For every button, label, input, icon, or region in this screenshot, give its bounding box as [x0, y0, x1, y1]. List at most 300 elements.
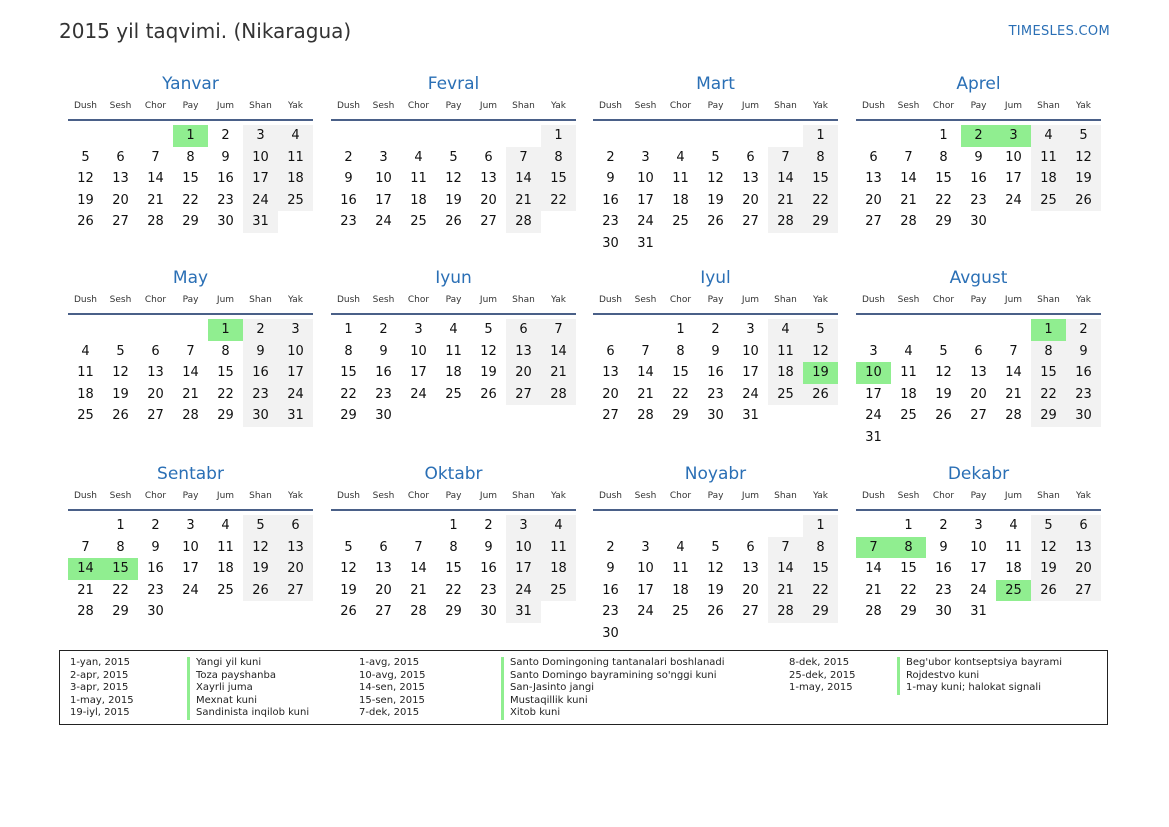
day-cell: 13: [1066, 537, 1101, 559]
day-cell: 15: [340, 365, 357, 381]
weekday-label: Pay: [182, 295, 199, 305]
empty-cell: [68, 515, 103, 537]
weekday-label: Sesh: [634, 295, 657, 305]
day-cell: 14: [865, 561, 882, 577]
holiday-name: Rojdestvo kuni: [897, 670, 979, 683]
day-cell: 21: [77, 582, 94, 598]
day-cell: 9: [379, 343, 388, 359]
day-cell: 3: [414, 322, 423, 337]
day-cell: 7: [904, 149, 913, 165]
weekday-label: Yak: [1076, 295, 1091, 305]
empty-cell: [401, 125, 436, 147]
header-rule: [856, 119, 1101, 121]
day-cell: 14: [768, 558, 803, 580]
weekday-label: Chor: [407, 491, 430, 501]
day-cell: 28: [768, 211, 803, 233]
calendar-grid: [68, 72, 1102, 642]
day-cell: 28: [637, 408, 654, 424]
day-cell: 5: [81, 149, 90, 165]
day-cell: 15: [182, 171, 199, 187]
day-cell: 29: [217, 408, 234, 424]
day-cell: 18: [768, 362, 803, 384]
weekday-header: [68, 486, 313, 506]
header-rule: [593, 313, 838, 315]
day-grid: [68, 125, 313, 233]
day-cell: 21: [182, 386, 199, 402]
day-cell: 21: [637, 386, 654, 402]
day-cell: 22: [900, 582, 917, 598]
day-cell: 11: [672, 561, 689, 577]
day-cell: 6: [746, 149, 755, 165]
month-may: [68, 266, 313, 427]
weekday-label: Jum: [216, 491, 235, 501]
day-cell: 5: [711, 149, 720, 165]
day-cell: 28: [147, 214, 164, 230]
day-cell: 24: [375, 214, 392, 230]
empty-cell: [891, 319, 926, 341]
day-cell: 2: [606, 539, 615, 555]
month-name: Sentabr: [157, 464, 224, 484]
day-cell: 22: [112, 582, 129, 598]
weekday-header: [68, 96, 313, 116]
header-rule: [68, 119, 313, 121]
legend-row: [359, 670, 725, 683]
day-cell: 28: [1005, 408, 1022, 424]
weekday-label: Chor: [407, 101, 430, 111]
day-cell: 27: [865, 214, 882, 230]
day-cell: 9: [1066, 341, 1101, 363]
day-cell: 8: [541, 147, 576, 169]
day-cell: 4: [541, 515, 576, 537]
month-yanvar: [68, 72, 313, 233]
holiday-name: Yangi yil kuni: [187, 657, 261, 670]
weekday-label: Dush: [598, 295, 623, 305]
weekday-label: Sesh: [109, 295, 132, 305]
day-cell: 24: [1005, 192, 1022, 208]
holiday-day-cell: 10: [856, 362, 891, 384]
day-cell: 22: [1031, 384, 1066, 406]
holiday-day-cell: 19: [803, 362, 838, 384]
weekday-label: Jum: [479, 101, 498, 111]
holiday-name: Xayrli juma: [187, 682, 253, 695]
day-cell: 24: [182, 582, 199, 598]
empty-cell: [331, 125, 366, 147]
day-cell: 24: [742, 386, 759, 402]
day-cell: 15: [935, 171, 952, 187]
day-cell: 28: [541, 384, 576, 406]
day-cell: 9: [151, 539, 160, 555]
day-grid: [593, 125, 838, 255]
day-cell: 27: [602, 408, 619, 424]
empty-cell: [663, 515, 698, 537]
day-cell: 7: [1009, 343, 1018, 359]
day-cell: 9: [243, 341, 278, 363]
holiday-date: 1-may, 2015: [789, 682, 853, 694]
weekday-label: Dush: [598, 101, 623, 111]
header-rule: [331, 313, 576, 315]
weekday-label: Sesh: [897, 491, 920, 501]
day-cell: 26: [1031, 580, 1066, 602]
day-cell: 18: [672, 192, 689, 208]
weekday-label: Pay: [970, 295, 987, 305]
weekday-header: [331, 96, 576, 116]
empty-cell: [856, 319, 891, 341]
day-cell: 9: [344, 171, 353, 187]
day-cell: 26: [707, 604, 724, 620]
day-cell: 20: [278, 558, 313, 580]
day-cell: 12: [243, 537, 278, 559]
day-cell: 13: [742, 171, 759, 187]
day-cell: 26: [935, 408, 952, 424]
day-cell: 23: [602, 604, 619, 620]
weekday-label: Pay: [445, 491, 462, 501]
day-cell: 3: [641, 539, 650, 555]
weekday-label: Chor: [144, 491, 167, 501]
day-grid: [593, 319, 838, 427]
day-cell: 7: [506, 147, 541, 169]
day-cell: 9: [711, 343, 720, 359]
weekday-label: Sesh: [897, 295, 920, 305]
header-rule: [68, 509, 313, 511]
holiday-day-cell: 1: [173, 125, 208, 147]
weekday-label: Chor: [144, 101, 167, 111]
holiday-day-cell: 14: [68, 558, 103, 580]
day-cell: 21: [1005, 386, 1022, 402]
day-cell: 18: [1005, 561, 1022, 577]
day-cell: 30: [1066, 405, 1101, 427]
day-cell: 26: [243, 580, 278, 602]
day-cell: 20: [480, 192, 497, 208]
weekday-label: Yak: [551, 491, 566, 501]
day-cell: 3: [746, 322, 755, 337]
day-cell: 10: [506, 537, 541, 559]
day-cell: 17: [410, 365, 427, 381]
holiday-name: Santo Domingoning tantanalari boshlanadi: [501, 657, 725, 670]
day-cell: 20: [742, 582, 759, 598]
day-cell: 25: [672, 214, 689, 230]
day-cell: 26: [480, 386, 497, 402]
day-grid: [331, 319, 576, 427]
weekday-label: Shan: [249, 101, 272, 111]
day-cell: 4: [449, 322, 458, 337]
day-cell: 8: [803, 147, 838, 169]
day-cell: 30: [602, 235, 619, 251]
day-cell: 28: [182, 408, 199, 424]
day-cell: 7: [768, 537, 803, 559]
day-cell: 14: [768, 168, 803, 190]
holiday-name: Beg'ubor kontseptsiya bayrami: [897, 657, 1062, 670]
day-cell: 6: [1066, 515, 1101, 537]
weekday-label: Pay: [707, 491, 724, 501]
day-cell: 2: [221, 128, 230, 143]
day-cell: 26: [803, 384, 838, 406]
day-cell: 21: [506, 190, 541, 212]
day-cell: 29: [340, 408, 357, 424]
day-cell: 23: [340, 214, 357, 230]
day-cell: 13: [278, 537, 313, 559]
day-cell: 8: [1031, 341, 1066, 363]
day-cell: 21: [900, 192, 917, 208]
day-cell: 26: [1066, 190, 1101, 212]
day-cell: 26: [707, 214, 724, 230]
day-cell: 11: [410, 171, 427, 187]
day-cell: 25: [541, 580, 576, 602]
day-cell: 7: [81, 539, 90, 555]
day-cell: 20: [865, 192, 882, 208]
month-noyabr: [593, 462, 838, 645]
day-cell: 3: [186, 518, 195, 533]
day-cell: 18: [278, 168, 313, 190]
day-cell: 6: [869, 149, 878, 165]
weekday-label: Sesh: [897, 101, 920, 111]
holiday-date: 2-apr, 2015: [70, 669, 129, 681]
weekday-label: Sesh: [109, 491, 132, 501]
day-grid: [856, 319, 1101, 449]
holiday-date: 14-sen, 2015: [359, 682, 425, 694]
day-cell: 9: [939, 539, 948, 555]
holiday-date: 10-avg, 2015: [359, 669, 426, 681]
day-cell: 16: [970, 171, 987, 187]
day-cell: 17: [637, 582, 654, 598]
day-cell: 5: [1031, 515, 1066, 537]
empty-cell: [733, 125, 768, 147]
day-cell: 18: [541, 558, 576, 580]
day-cell: 23: [375, 386, 392, 402]
day-cell: 3: [243, 125, 278, 147]
weekday-label: Sesh: [634, 491, 657, 501]
empty-cell: [68, 125, 103, 147]
day-cell: 4: [676, 149, 685, 165]
header-rule: [593, 509, 838, 511]
day-cell: 1: [449, 518, 458, 533]
weekday-label: Pay: [970, 101, 987, 111]
day-cell: 29: [803, 211, 838, 233]
weekday-label: Shan: [512, 491, 535, 501]
day-cell: 6: [116, 149, 125, 165]
holiday-day-cell: 25: [996, 580, 1031, 602]
day-cell: 6: [746, 539, 755, 555]
day-cell: 27: [506, 384, 541, 406]
day-cell: 18: [445, 365, 462, 381]
holiday-name: Mexnat kuni: [187, 695, 257, 708]
weekday-label: Dush: [73, 491, 98, 501]
month-name: Fevral: [427, 74, 480, 94]
day-cell: 16: [602, 192, 619, 208]
day-cell: 21: [865, 582, 882, 598]
weekday-label: Yak: [288, 101, 303, 111]
month-name: Avgust: [949, 268, 1008, 288]
day-cell: 14: [900, 171, 917, 187]
day-cell: 12: [935, 365, 952, 381]
day-cell: 17: [637, 192, 654, 208]
day-cell: 2: [711, 322, 720, 337]
day-cell: 30: [480, 604, 497, 620]
day-cell: 27: [970, 408, 987, 424]
day-cell: 11: [768, 341, 803, 363]
day-cell: 23: [602, 214, 619, 230]
day-cell: 10: [1005, 149, 1022, 165]
holiday-date: 3-apr, 2015: [70, 682, 129, 694]
day-cell: 22: [935, 192, 952, 208]
day-cell: 21: [768, 190, 803, 212]
empty-cell: [103, 319, 138, 341]
weekday-label: Yak: [813, 101, 828, 111]
day-cell: 9: [974, 149, 983, 165]
holiday-date: 19-iyl, 2015: [70, 707, 130, 719]
legend-row: [789, 670, 1062, 683]
day-cell: 16: [340, 192, 357, 208]
day-cell: 25: [217, 582, 234, 598]
day-cell: 17: [1005, 171, 1022, 187]
day-cell: 5: [1066, 125, 1101, 147]
day-cell: 28: [768, 601, 803, 623]
empty-cell: [401, 515, 436, 537]
day-cell: 11: [77, 365, 94, 381]
header-rule: [856, 509, 1101, 511]
day-cell: 24: [243, 190, 278, 212]
day-cell: 16: [935, 561, 952, 577]
day-cell: 25: [278, 190, 313, 212]
empty-cell: [506, 125, 541, 147]
weekday-label: Sesh: [372, 295, 395, 305]
day-cell: 18: [900, 386, 917, 402]
day-cell: 22: [340, 386, 357, 402]
day-cell: 31: [243, 211, 278, 233]
day-cell: 21: [147, 192, 164, 208]
empty-cell: [961, 319, 996, 341]
legend-row: [789, 682, 1062, 695]
month-name: Noyabr: [684, 464, 747, 484]
day-cell: 5: [344, 539, 353, 555]
day-cell: 25: [445, 386, 462, 402]
day-cell: 15: [803, 558, 838, 580]
day-cell: 30: [602, 625, 619, 641]
day-cell: 16: [147, 561, 164, 577]
day-cell: 4: [81, 343, 90, 359]
weekday-label: Jum: [741, 101, 760, 111]
weekday-label: Yak: [288, 295, 303, 305]
holiday-legend: [59, 650, 1108, 725]
weekday-label: Chor: [407, 295, 430, 305]
month-name: Oktabr: [424, 464, 483, 484]
day-grid: [856, 125, 1101, 233]
day-cell: 17: [375, 192, 392, 208]
day-cell: 24: [865, 408, 882, 424]
day-cell: 17: [742, 365, 759, 381]
legend-row: [359, 657, 725, 670]
day-cell: 12: [1031, 537, 1066, 559]
weekday-label: Pay: [182, 491, 199, 501]
month-fevral: [331, 72, 576, 233]
day-cell: 20: [147, 386, 164, 402]
day-cell: 13: [147, 365, 164, 381]
weekday-label: Jum: [479, 491, 498, 501]
weekday-label: Shan: [249, 295, 272, 305]
day-cell: 15: [217, 365, 234, 381]
weekday-header: [856, 290, 1101, 310]
month-iyun: [331, 266, 576, 427]
day-cell: 19: [707, 582, 724, 598]
weekday-label: Sesh: [109, 101, 132, 111]
month-name: Aprel: [956, 74, 1001, 94]
day-cell: 24: [637, 604, 654, 620]
day-cell: 22: [182, 192, 199, 208]
day-cell: 4: [1009, 518, 1018, 533]
day-cell: 7: [186, 343, 195, 359]
weekday-label: Sesh: [634, 101, 657, 111]
day-cell: 9: [606, 171, 615, 187]
day-cell: 2: [379, 322, 388, 337]
day-cell: 5: [116, 343, 125, 359]
day-cell: 19: [1031, 558, 1066, 580]
weekday-label: Dush: [73, 295, 98, 305]
day-cell: 2: [1066, 319, 1101, 341]
holiday-day-cell: 7: [856, 537, 891, 559]
day-cell: 23: [1066, 384, 1101, 406]
day-cell: 16: [217, 171, 234, 187]
day-cell: 12: [340, 561, 357, 577]
day-cell: 7: [541, 319, 576, 341]
day-cell: 6: [278, 515, 313, 537]
page-title: 2015 yil taqvimi. (Nikaragua): [59, 19, 352, 43]
day-cell: 5: [803, 319, 838, 341]
day-cell: 3: [278, 319, 313, 341]
day-cell: 27: [742, 214, 759, 230]
weekday-label: Yak: [813, 491, 828, 501]
month-iyul: [593, 266, 838, 427]
day-cell: 10: [970, 539, 987, 555]
site-link[interactable]: TIMESLES.COM: [1008, 24, 1110, 39]
day-cell: 20: [970, 386, 987, 402]
weekday-label: Dush: [861, 295, 886, 305]
day-cell: 15: [541, 168, 576, 190]
holiday-name: Santo Domingo bayramining so'nggi kuni: [501, 670, 717, 683]
day-cell: 14: [506, 168, 541, 190]
day-cell: 15: [803, 168, 838, 190]
holiday-date: 1-may, 2015: [70, 694, 134, 706]
day-cell: 1: [904, 518, 913, 533]
day-cell: 14: [541, 341, 576, 363]
weekday-label: Jum: [1004, 101, 1023, 111]
day-cell: 27: [1066, 580, 1101, 602]
empty-cell: [138, 319, 173, 341]
day-cell: 27: [375, 604, 392, 620]
empty-cell: [366, 125, 401, 147]
header-rule: [593, 119, 838, 121]
day-cell: 8: [186, 149, 195, 165]
empty-cell: [663, 125, 698, 147]
day-cell: 11: [278, 147, 313, 169]
day-cell: 30: [935, 604, 952, 620]
empty-cell: [366, 515, 401, 537]
day-cell: 12: [77, 171, 94, 187]
day-cell: 25: [77, 408, 94, 424]
day-cell: 6: [379, 539, 388, 555]
day-cell: 19: [243, 558, 278, 580]
day-cell: 2: [606, 149, 615, 165]
empty-cell: [891, 125, 926, 147]
day-cell: 19: [707, 192, 724, 208]
day-cell: 19: [480, 365, 497, 381]
legend-row: [70, 707, 309, 720]
weekday-header: [856, 486, 1101, 506]
day-cell: 29: [672, 408, 689, 424]
day-cell: 16: [480, 561, 497, 577]
day-cell: 4: [904, 343, 913, 359]
day-cell: 1: [676, 322, 685, 337]
weekday-label: Chor: [669, 491, 692, 501]
holiday-name: Sandinista inqilob kuni: [187, 707, 309, 720]
